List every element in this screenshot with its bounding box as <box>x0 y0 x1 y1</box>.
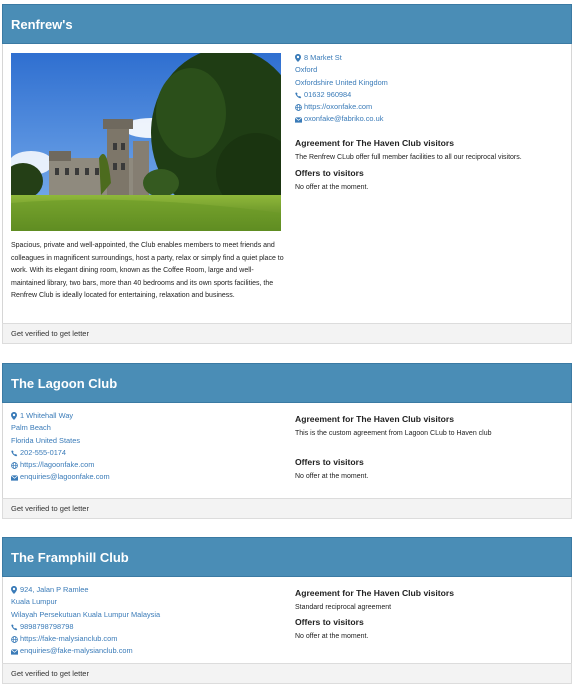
club-card-header <box>2 537 572 577</box>
envelope-icon <box>295 117 304 123</box>
club-card-body <box>2 577 572 663</box>
club-name: The Framphill Club <box>11 549 129 565</box>
club-card-body <box>2 44 572 323</box>
map-marker-icon <box>11 586 20 594</box>
offers-text: No offer at the moment. <box>295 473 369 480</box>
website-link[interactable]: https://fake-malysianclub.com <box>11 633 160 645</box>
club-agreement <box>295 588 567 640</box>
phone-link[interactable]: 9898798798798 <box>11 621 160 633</box>
agreement-text: This is the custom agreement from Lagoon CLub to Haven club <box>295 430 492 437</box>
club-agreement <box>295 138 567 191</box>
club-card-body <box>2 403 572 498</box>
map-marker-icon <box>11 412 20 420</box>
agreement-text: Standard reciprocal agreement <box>295 604 392 611</box>
offers-heading: Offers to visitors <box>295 168 364 178</box>
globe-icon <box>11 462 20 469</box>
agreement-text: The Renfrew CLub offer full member facilities to all our reciprocal visitors. <box>295 154 522 161</box>
club-card-lagoon <box>2 363 572 519</box>
address-city[interactable]: Oxford <box>295 65 318 75</box>
club-card-header <box>2 4 572 44</box>
website-link[interactable]: https://lagoonfake.com <box>11 459 110 471</box>
address-city[interactable]: Kuala Lumpur <box>11 597 58 607</box>
address-city[interactable]: Palm Beach <box>11 423 51 433</box>
phone-link[interactable]: 202-555-0174 <box>11 447 110 459</box>
offers-heading: Offers to visitors <box>295 457 364 467</box>
agreement-heading: Agreement for The Haven Club visitors <box>295 414 455 424</box>
phone-link[interactable]: 01632 960984 <box>295 89 388 101</box>
address-line1[interactable]: 8 Market St <box>295 52 388 64</box>
agreement-heading: Agreement for The Haven Club visitors <box>295 588 455 598</box>
phone-icon <box>11 450 20 457</box>
get-verified-footer[interactable]: Get verified to get letter <box>2 663 572 684</box>
phone-icon <box>295 92 304 99</box>
email-link[interactable]: enquiries@fake-malysianclub.com <box>11 645 160 657</box>
offers-text: No offer at the moment. <box>295 184 369 191</box>
website-link[interactable]: https://oxonfake.com <box>295 101 388 113</box>
email-link[interactable]: enquiries@lagoonfake.com <box>11 471 110 483</box>
club-photo <box>11 53 281 231</box>
envelope-icon <box>11 649 20 655</box>
globe-icon <box>295 104 304 111</box>
club-name: Renfrew's <box>11 16 73 32</box>
club-card-framphill <box>2 537 572 684</box>
address-region[interactable]: Wilayah Persekutuan Kuala Lumpur Malaysia <box>11 609 161 619</box>
address-region[interactable]: Oxfordshire United Kingdom <box>295 77 388 87</box>
offers-heading: Offers to visitors <box>295 617 364 627</box>
club-agreement <box>295 414 567 480</box>
email-link[interactable]: oxonfake@fabriko.co.uk <box>295 113 388 125</box>
club-card-renfrews <box>2 4 572 344</box>
address-line1[interactable]: 924, Jalan P Ramlee <box>11 584 160 596</box>
globe-icon <box>11 636 20 643</box>
map-marker-icon <box>295 54 304 62</box>
club-contact <box>295 52 388 126</box>
envelope-icon <box>11 475 20 481</box>
agreement-heading: Agreement for The Haven Club visitors <box>295 138 455 148</box>
address-region[interactable]: Florida United States <box>11 435 81 445</box>
offers-text: No offer at the moment. <box>295 633 369 640</box>
club-contact <box>11 584 160 658</box>
get-verified-footer[interactable]: Get verified to get letter <box>2 498 572 519</box>
club-card-header <box>2 363 572 403</box>
phone-icon <box>11 624 20 631</box>
club-name: The Lagoon Club <box>11 375 118 391</box>
club-contact <box>11 410 110 484</box>
get-verified-footer[interactable]: Get verified to get letter <box>2 323 572 344</box>
address-line1[interactable]: 1 Whitehall Way <box>11 410 110 422</box>
club-description: Spacious, private and well-appointed, the Club enables members to meet friends and colleagues in magnificent surroundings, host a party, relax or simply find a quiet place to work. With its elegant dining room, known as the Coffee Room, large and well-maintained library, two bars, more than 40 bedrooms and its own sports facilities, the Renfrew Club is ideally located for entertaining, relaxation and business. <box>11 242 284 299</box>
